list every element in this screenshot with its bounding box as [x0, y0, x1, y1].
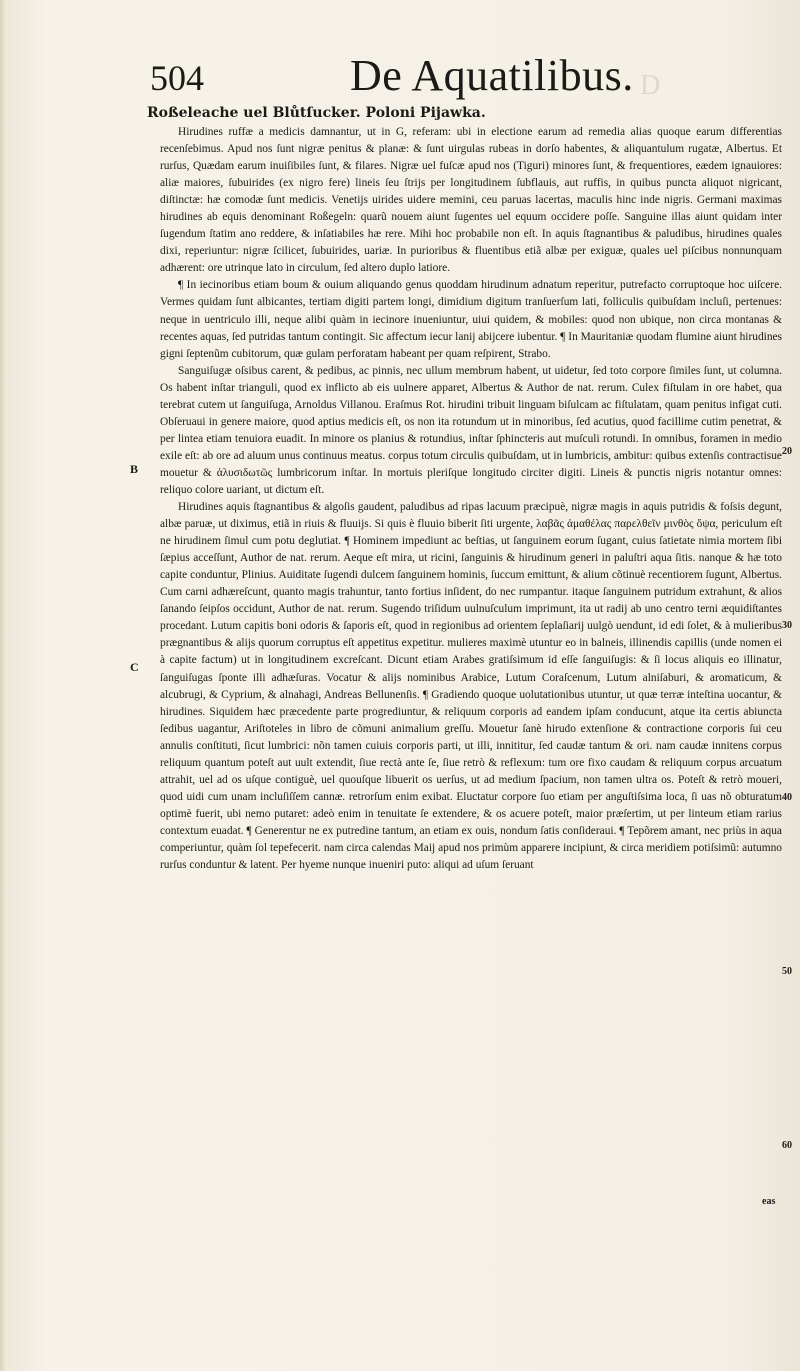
catchword: eas [762, 1196, 776, 1207]
page-number: 504 [150, 58, 204, 98]
paragraph: Hirudines aquis ſtagnantibus & algoſis gaudent, paludibus ad ripas lacuum præcipuè, nigræ magis in aquis putridis & foſsis degunt, albæ paruæ, ut diximus, etiã in riuis & fluuijs. Si quis è fluuio biberit ſiti urgente, λαβᾶς ἀμαθέλας παρελθεῖν μινθὸς ὄψα, periculum eſt ne hirudinem ſimul cum potu deglutiat. ¶ Hominem impediunt ac beſtias, ut ſanguinem eorum ſugant, cuius ſatietate nimia mortem ſibi ſæpius acceſſunt, Author de nat. rerum. Aeque eſt mira, ut ricini, ſanguinis & hirudinum generi in paluſtri aqua ſitis. nanque & hæ toto capite conduntur, Plinius. Auiditate ſugendi dulcem ſanguinem hominis, ſuccum emittunt, & alium cõtinuè recentiorem ſugunt, Albertus. Cum carni adhæreſcunt, quanto magis trahuntur, tanto fortius inſident, do nec rumpantur. itaque ſanguinem putridum extrahunt, & alios ſanando ſeipſos occidunt, Author de nat. rerum. Sugendo triſidum uulnuſculum imprimunt, ita ut radij ab uno centro terni æquidiſtantes procedant. Lutum capitis boni odoris & ſaporis eſt, quod in regionibus ad orientem ſeplaſiarij uulgò uendunt, id edi ſolet, & à mulieribus prægnantibus & alijs quorum corruptus eſt appetitus expetitur. mulieres maximè utuntur eo in balneis, illinendis capillis (unde nomen ei à capite factum) ut in longitudinem excreſcant. Dicunt etiam Arabes gratiſsimum id eſſe ſanguiſugis: & ſi locus aliquis eo illinatur, ſanguiſugas ſponte illi adhæſuras. Vocatur & alijs nominibus Arabice, Lutum Coraſcenum, Lutum alniſaburi, & aromaticum, & alcubrugi, & Cyprium, & alnahagi, Andreas Bellunenſis. ¶ Gradiendo quoque uolutationibus utuntur, ut quæ terræ inteſtina uocantur, & hirudines. Siquidem hæc præcedente parte progrediuntur, & reliquum corporis ad eandem ipſam conducunt, atque ita certis abiuncta ſedibus uagantur, Ariſtoteles in libro de cõmuni animalium greſſu. Mouetur ſanè hirudo extenſione & contractione corporis ſui ceu annulis conſtituti, ſicut lumbrici: nõn tamen cuiuis corporis parti, ut illi, innititur, ſed caudæ tantum & ori. nam caudæ innitens corpus reliquum quantum poteſt aut uult extendit, ſiue rectà ante ſe, ſiue retrò & reflexum: tum ore fixo caudam & reliquum corpus arcuatum attrahit, uel ad os uſque contiguè, uel quouſque libuerit os uerſus, ut ad medium ſpacium, non tamen ultra os. Poteſt & retrò moueri, quod uidi cum unam incluſiſſem cannæ. retrorſum enim exibat. Eluctatur corpore ſuo etiam per anguſtiſsima loca, ſi uas nõ obturatum optimè fuerit, ubi nemo putaret: adeò enim in tenuitate ſe extendere, & os acuere poteſt, maior præſertim, ut per linteum etiam rarius contextum euadat. ¶ Generentur ne ex putredine tantum, an etiam ex ouis, nondum ſatis conſideraui. ¶ Tepõrem amant, nec priùs in aqua comperiuntur, quàm ſol tepefecerit. nam circa calendas Maij apud nos primùm apparere incipiunt, & circa meridiem potiſsimũ: autumno rurſus conduntur & latent. Per hyeme nunque inueniri puto: aliqui ad uſum ſeruant [160, 501, 782, 872]
main-text-column [160, 124, 782, 874]
margin-section-letter: C [130, 660, 139, 674]
section-subheading: Roßeleache uel Blůtſucker. Poloni Pijawka. [147, 105, 486, 121]
show-through-text: D [640, 70, 661, 101]
page-gutter [0, 0, 6, 1371]
paragraph: ¶ In iecinoribus etiam boum & ouium aliquando genus quoddam hirudinum adnatum reperitur, putrefacto corruptoque hoc uiſcere. Vermes quidam ſunt albicantes, tertiam digiti partem longi, dimidium digitum tranſuerſum lati, folliculis quibuſdam incluſi, pertenues: neque in uentriculo illi, neque alibi quàm in iecinore inueniuntur, uiui quidem, & mobiles: quod non ubique, non circa montanas & recentes aquas, ſed putridas tantum contingit. Sic affectum iecur lanij abijcere iubentur. ¶ In Mauritaniæ quodam flumine aiunt hirudines gigni ſeptenũm cubitorum, quæ gulam perforatam habeant per quam reſpirent, Strabo. [160, 279, 782, 360]
margin-line-number: 30 [782, 620, 792, 631]
margin-line-number: 40 [782, 792, 792, 803]
margin-line-number: 20 [782, 446, 792, 457]
page-header [150, 52, 780, 104]
margin-section-letter: B [130, 462, 139, 476]
margin-line-number: 60 [782, 1140, 792, 1151]
paragraph: Sanguiſugæ oſsibus carent, & pedibus, ac pinnis, nec ullum membrum habent, ut uidetur, ſed toto corpore ſimiles ſunt, ut columna. Os habent inſtar trianguli, quod ex inflicto ab eis uulnere apparet, Albertus & Author de nat. rerum. Culex fiſtulam in ore habet, qua terebrat cutem ut ſanguiſuga, Arnoldus Villanou. Eraſmus Rot. hirudini tribuit linguam biſulcam ac fiſtulatam, quam penitus infigat cuti. Obſeruaui in genere maiore, quod aptius medicis eſt, os non ita rotundum ut in minoribus, ſed acutius, quod facillime cutim penetrat, & per lintea etiam tenuiora euadit. In minore os planius & rotundius, inſtar ſphincteris aut muſculi rotundi. In omnibus, foramen in medio exile eſt: ab ore ad aluum unus continuus meatus. corpus totum circulis quibuſdam, ut in lumbricis, ambitur: quibus extenſis contractisue mouetur & ἀλυσιδωτῶς lumbricorum inſtar. In mortuis pleriſque longitudo circiter digiti. Lineis & punctis nigris notantur omnes: reliquo colore uariant, ut dictum eſt. [160, 364, 782, 496]
running-title: De Aquatilibus. [350, 51, 634, 100]
paragraph: Hirudines ruffæ a medicis damnantur, ut in G, referam: ubi in electione earum ad remedia alias quoque earum differentias recenſebimus. Apud nos ſunt nigræ penitus & planæ: & ſunt uirgulas rubeas in dorſo habentes, & aliquantulum rugatæ, Albertus. Et rurſus, Quædam earum inuiſibiles ſunt, & filares. Nigræ uel fuſcæ apud nos (Tiguri) minores ſunt, & frequentiores, eædem ignauiores: aliæ maiores, ſubuirides (ex nigro fere) lineis ſeu ſtrijs per longitudinem ſubflauis, aut ruffis, in quibus puncta aliquot nigricant, diſtinctæ: hæ comodæ ſunt medicis. Venetijs uirides uidere memini, ceu paruas lacertas, maculis hinc inde nigris. Germani maximas hirudines ab equis denominant Roßegeln: quarũ nouem aiunt ſugentes uel equum occidere poſſe. Sanguine illas aiunt quidam inter ſugendum ſtatim ano reddere, & inſatiabiles hæ rere. Mihi hoc probabile non eſt. In aquis ſtagnantibus & paludibus, hirudines quales dixi, reperiuntur: nigræ ſcilicet, ſubuirides, uariæ. In purioribus & fluentibus etiã albæ per exiguæ, quales uel piſcibus nonnunquam adhærent: ore utrinque lato in circulum, ſed altero duplo latiore. [160, 126, 782, 275]
margin-line-number: 50 [782, 966, 792, 977]
